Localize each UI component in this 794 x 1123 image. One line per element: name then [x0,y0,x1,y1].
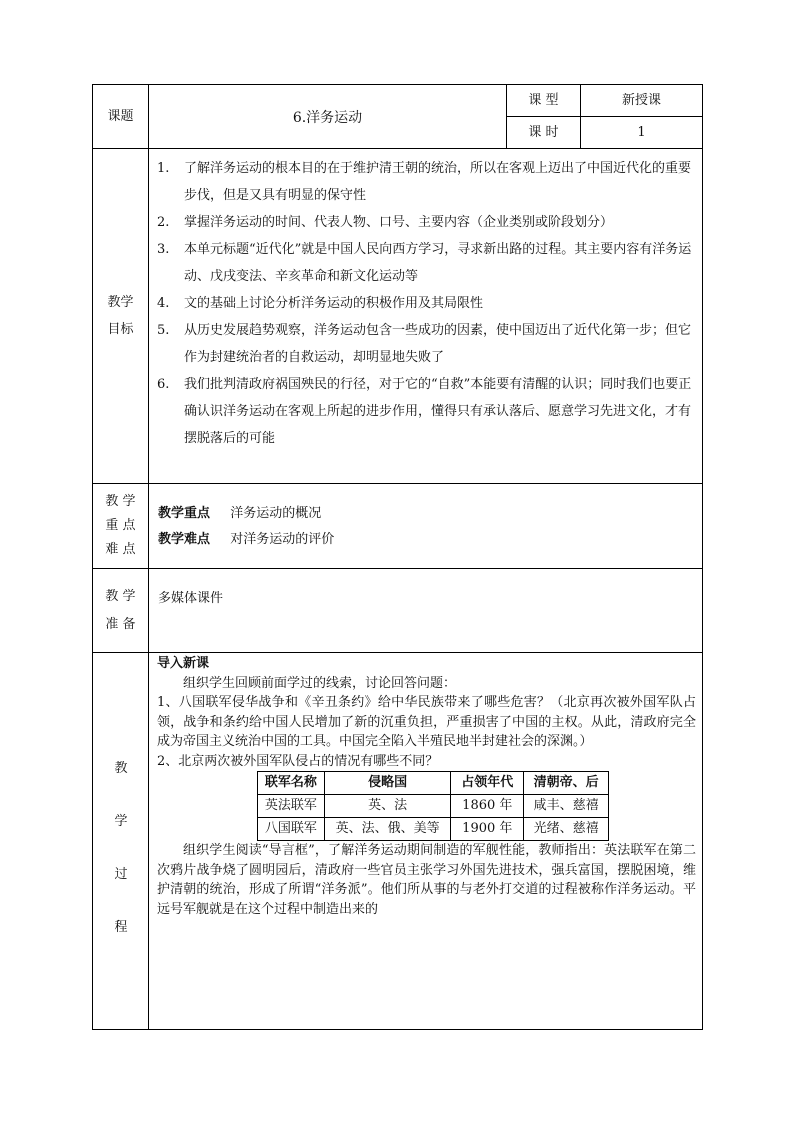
key-point-line [158,501,702,527]
process-label-cell [92,652,148,1030]
table-header-row [258,772,609,795]
prep-cell [148,568,703,652]
table-row [258,818,609,841]
topic-label-cell [92,84,148,148]
prep-text: 多媒体课件 [158,591,224,606]
type-label-cell [506,84,580,116]
table-cell: 英法联军 [258,795,325,818]
hours-value-cell [580,116,703,148]
table-header-cell: 侵略国 [324,772,451,795]
hours-label: 课 时 [528,124,559,140]
difficulty-label: 教学难点 [158,532,211,547]
key-point-label: 教学重点 [158,506,211,521]
prep-label-line1: 教 学 [105,588,136,604]
table-header-cell: 清朝帝、后 [524,772,609,795]
prep-label-line2: 准 备 [105,616,136,632]
table-row [258,795,609,818]
objectives-label-cell [92,148,148,483]
process-label-char: 学 [114,814,128,829]
table-cell: 英、法、俄、美等 [324,818,451,841]
process-heading: 导入新课 [157,656,210,671]
table-cell: 光绪、慈禧 [524,818,609,841]
lesson-title: 6.洋务运动 [292,109,363,126]
allied-forces-table [257,771,609,841]
type-value: 新授课 [621,92,661,108]
objective-item: 2. 掌握洋务运动的时间、代表人物、口号、主要内容（企业类别或阶段划分） [157,215,614,230]
objective-item: 3. 本单元标题“近代化”就是中国人民向西方学习，寻求新出路的过程。其主要内容有洋务运动、戊戌变法、辛亥革命和新文化运动等 [157,242,692,284]
type-label: 课 型 [528,92,559,108]
focus-label-cell [92,483,148,568]
process-closing: 组织学生阅读“导言框”，了解洋务运动期间制造的军舰性能，教师指出：英法联军在第二次鸦片战争烧了圆明园后，清政府一些官员主张学习外国先进技术，强兵富国，摆脱困境，维护清朝的统治，形成了所谓“洋务派”。他们所从事的与老外打交道的过程被称作洋务运动。平远号军舰就是在这个过程中制造出来的 [157,843,696,917]
hours-value: 1 [637,124,646,140]
objectives-label-line2: 目标 [107,322,134,337]
table-cell: 咸丰、慈禧 [524,795,609,818]
type-value-cell [580,84,703,116]
objectives-list [157,155,698,452]
difficulty-line [158,527,702,553]
process-question-1: 1、八国联军侵华战争和《辛丑条约》给中华民族带来了哪些危害？（北京再次被外国军队占领，战争和条约给中国人民增加了新的沉重负担，严重损害了中国的主权。从此，清政府完全成为帝国主义统治中国的工具。中国完全陷入半殖民地半封建社会的深渊。） [157,695,696,749]
table-cell: 1900 年 [451,818,524,841]
objective-item: 5. 从历史发展趋势观察，洋务运动包含一些成功的因素，使中国迈出了近代化第一步；但它作为封建统治者的自救运动，却明显地失败了 [157,323,692,365]
table-cell: 英、法 [324,795,451,818]
key-point-text: 洋务运动的概况 [230,506,322,521]
difficulty-text: 对洋务运动的评价 [230,532,335,547]
process-intro: 组织学生回顾前面学过的线索，讨论回答问题： [183,675,457,691]
objective-item: 4. 文的基础上讨论分析洋务运动的积极作用及其局限性 [157,296,484,311]
table-header-cell: 占领年代 [451,772,524,795]
objective-item: 6. 我们批判清政府祸国殃民的行径，对于它的“自救”本能要有清醒的认识；同时我们也要正确认识洋务运动在客观上所起的进步作用，懂得只有承认落后、愿意学习先进文化，才有摆脱落后的可能 [157,377,692,446]
focus-label-line1: 教 学 [105,494,136,509]
focus-label-line2: 重 点 [105,518,136,533]
focus-label-line3: 难 点 [105,542,136,557]
process-cell [148,652,703,1030]
process-label-char: 程 [114,920,128,935]
table-cell: 1860 年 [451,795,524,818]
hours-label-cell [506,116,580,148]
table-cell: 八国联军 [258,818,325,841]
objectives-cell [148,148,703,483]
topic-label: 课题 [107,108,134,124]
focus-cell [148,483,703,568]
process-label-char: 过 [114,867,128,882]
process-label-char: 教 [114,761,128,776]
objectives-label-line1: 教学 [107,295,134,310]
lesson-title-cell [148,84,506,148]
lesson-plan-table [92,84,703,1030]
table-header-cell: 联军名称 [258,772,325,795]
process-question-2: 2、北京两次被外国军队侵占的情况有哪些不同？ [157,753,439,769]
prep-label-cell [92,568,148,652]
objective-item: 1. 了解洋务运动的根本目的在于维护清王朝的统治，所以在客观上迈出了中国近代化的重要步伐，但是又具有明显的保守性 [157,161,692,203]
